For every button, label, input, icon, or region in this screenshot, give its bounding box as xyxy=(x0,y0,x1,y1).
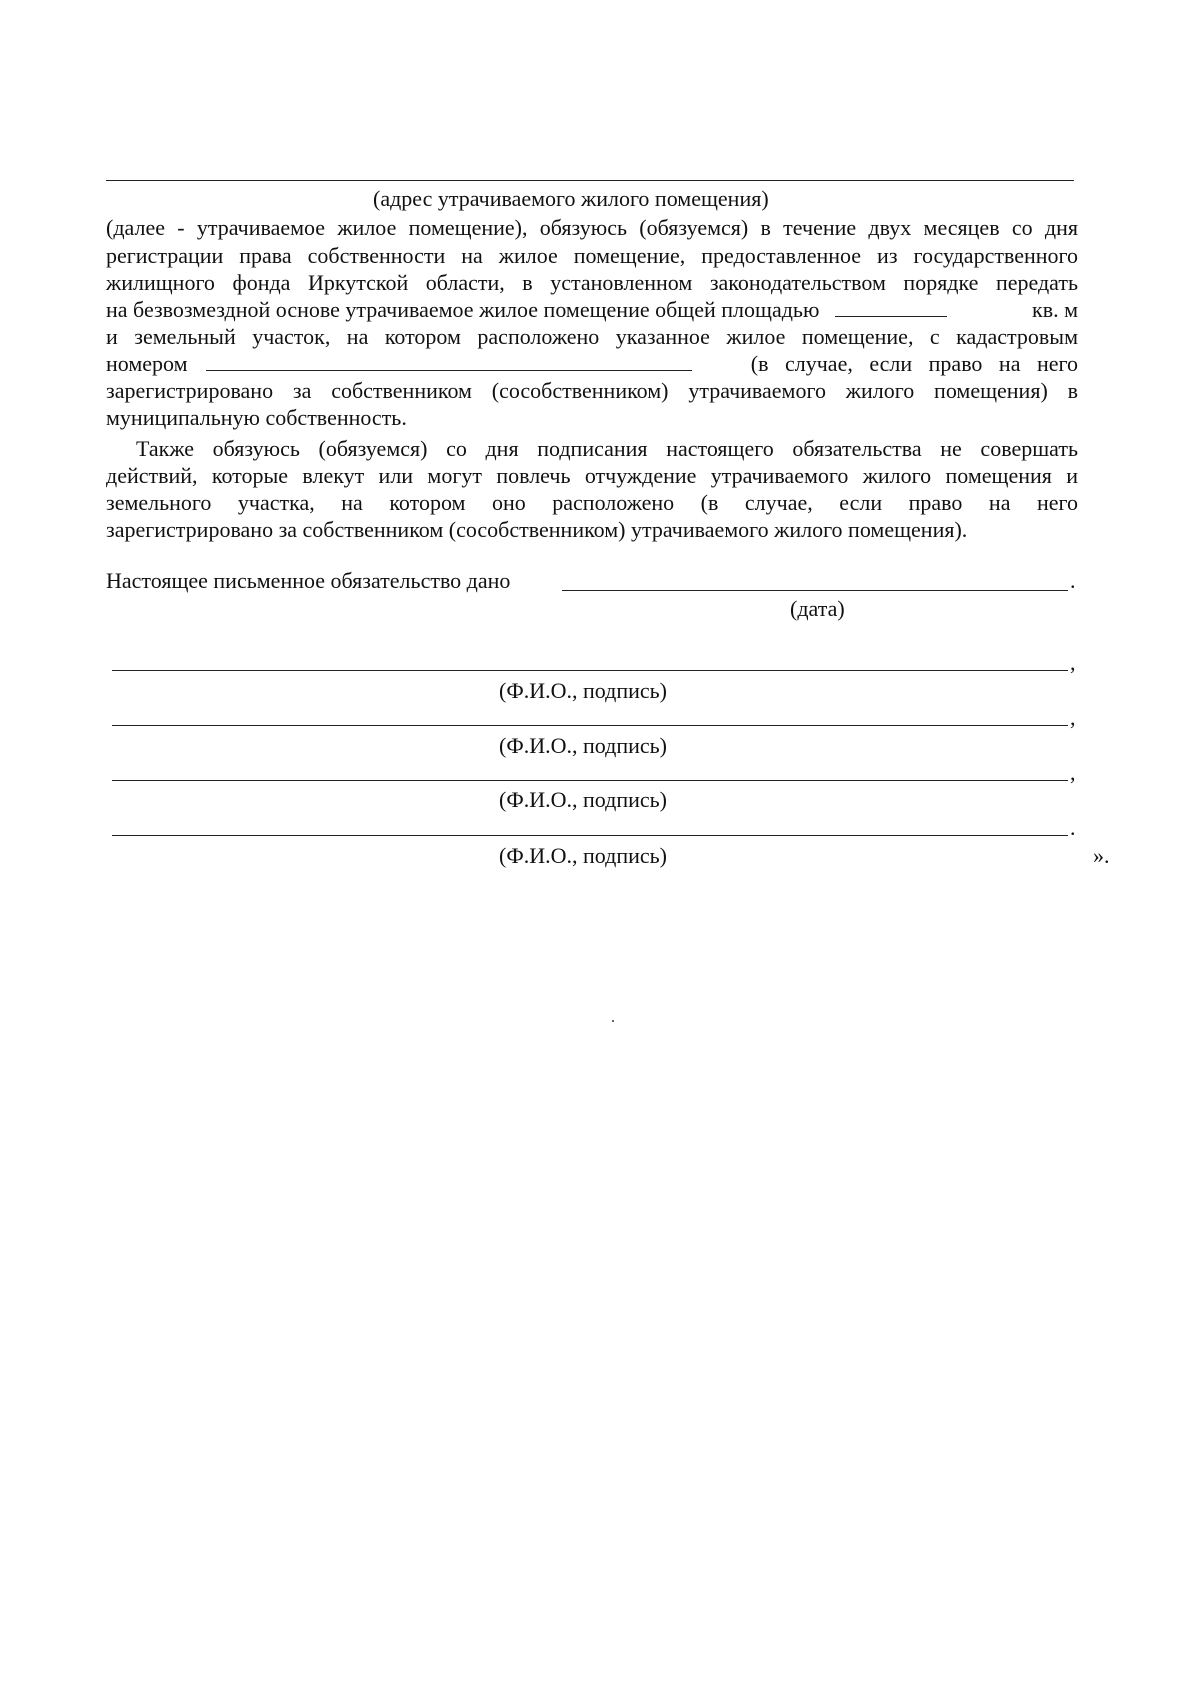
paragraph1-line6 xyxy=(106,351,1078,377)
scan-speck xyxy=(612,1020,614,1022)
area-fill-line xyxy=(835,298,947,317)
signature-punct: , xyxy=(1070,705,1076,730)
paragraph1-line3: жилищного фонда Иркутской области, в установленном законодательством порядке передать xyxy=(106,270,1078,295)
given-statement: Настоящее письменное обязательство дано xyxy=(106,568,511,593)
paragraph1-line1: (далее - утрачиваемое жилое помещение), обязуюсь (обязуемся) в течение двух месяцев со дня xyxy=(106,215,1078,240)
paragraph2-line4: зарегистрировано за собственником (сособственником) утрачиваемого жилого помещения). xyxy=(106,517,968,542)
paragraph1-line8: муниципальную собственность. xyxy=(106,405,407,430)
paragraph1-line2: регистрации права собственности на жилое помещение, предоставленное из государственного xyxy=(106,243,1078,268)
paragraph2-line1: Также обязуюсь (обязуемся) со дня подписания настоящего обязательства не совершать xyxy=(136,436,1078,461)
signature-caption: (Ф.И.О., подпись) xyxy=(499,787,667,812)
paragraph1-line7: зарегистрировано за собственником (сособственником) утрачиваемого жилого помещения) в xyxy=(106,378,1078,403)
signature-punct: , xyxy=(1070,760,1076,785)
signature-caption: (Ф.И.О., подпись) xyxy=(499,733,667,758)
signature-line xyxy=(112,835,1068,836)
signature-line xyxy=(112,725,1068,726)
paragraph2-line2: действий, которые влекут или могут повлечь отчуждение утрачиваемого жилого помещения и xyxy=(106,463,1078,488)
date-fill-line xyxy=(562,590,1068,591)
signature-punct: , xyxy=(1070,650,1076,675)
cadastral-label: номером xyxy=(106,351,188,376)
signature-caption: (Ф.И.О., подпись) xyxy=(499,843,667,868)
cadastral-number-fill-line xyxy=(206,352,692,371)
paragraph1-line4-text: на безвозмездной основе утрачиваемое жилое помещение общей площадью xyxy=(106,297,820,322)
signature-line xyxy=(112,780,1068,781)
paragraph1-line5: и земельный участок, на котором расположено указанное жилое помещение, с кадастровым xyxy=(106,324,1078,349)
paragraph1-line4 xyxy=(106,297,1078,323)
signature-punct: . xyxy=(1070,815,1076,840)
address-fill-line xyxy=(106,180,1074,181)
date-caption: (дата) xyxy=(790,596,845,621)
closing-quote: ». xyxy=(1093,843,1110,868)
cadastral-condition: (в случае, если право на него xyxy=(750,351,1078,376)
paragraph2-line3: земельного участка, на котором оно расположено (в случае, если право на него xyxy=(106,490,1078,515)
address-caption: (адрес утрачиваемого жилого помещения) xyxy=(373,186,769,211)
signature-line xyxy=(112,670,1068,671)
signature-caption: (Ф.И.О., подпись) xyxy=(499,678,667,703)
area-unit: кв. м xyxy=(1032,297,1078,322)
date-period: . xyxy=(1070,568,1076,593)
